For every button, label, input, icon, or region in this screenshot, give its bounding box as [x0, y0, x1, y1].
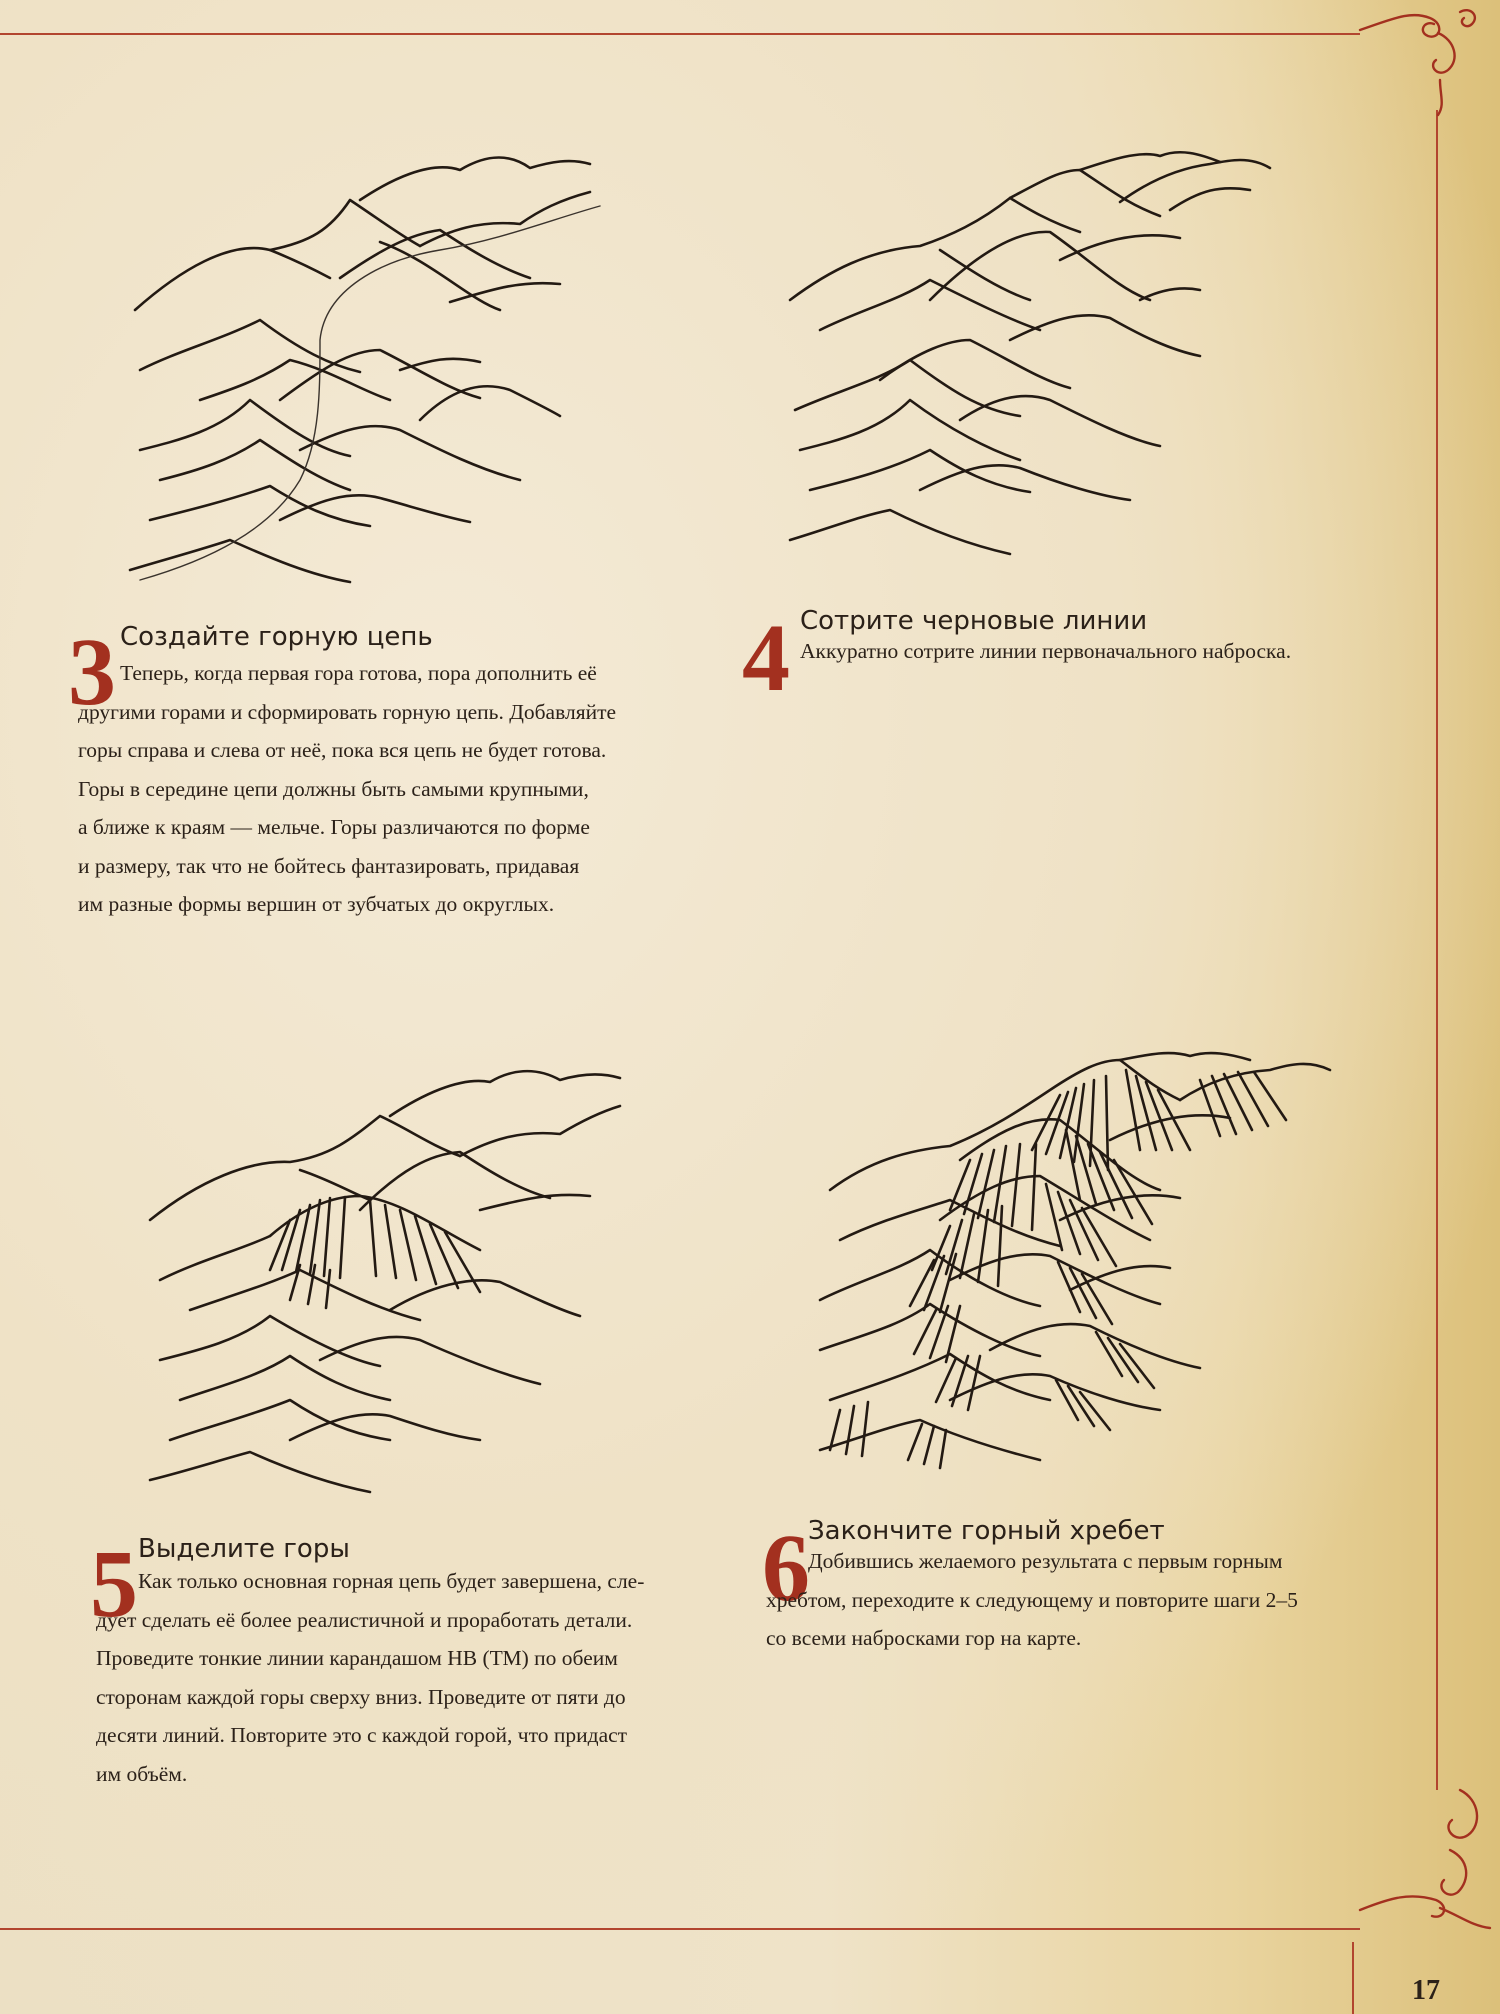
step-body-line: хребтом, переходите к следующему и повторите шаги 2–5 — [766, 1587, 1298, 1612]
mountain-sketch-step-6 — [810, 1050, 1400, 1490]
step-body-line: десяти линий. Повторите это с каждой горой, что придаст — [96, 1723, 628, 1747]
frame-right-line — [1436, 110, 1438, 1790]
step-body-line: Проведите тонкие линии карандашом НВ (ТМ) по обеим — [96, 1646, 618, 1670]
step-body — [96, 1562, 644, 1793]
step-body-line: сторонам каждой горы сверху вниз. Проведите от пяти до — [96, 1684, 626, 1709]
mountain-sketch-step-5 — [140, 1060, 720, 1500]
step-body-line: Теперь, когда первая гора готова, пора дополнить её — [120, 661, 597, 685]
frame-bottom-line — [0, 1928, 1360, 1930]
page-number-divider — [1352, 1942, 1354, 2014]
step-body-line: Аккуратно сотрите линии первоначального наброска. — [800, 639, 1292, 663]
page-number: 17 — [1412, 1975, 1440, 2006]
step-body-line: Как только основная горная цепь будет завершена, сле- — [138, 1569, 645, 1593]
step-body — [766, 1542, 1298, 1658]
step-number: 4 — [742, 604, 790, 711]
step-body — [78, 654, 616, 924]
step-title: Закончите горный хребет — [808, 1516, 1165, 1546]
step-title: Выделите горы — [138, 1534, 350, 1564]
frame-top-line — [0, 33, 1360, 35]
step-body — [800, 632, 1291, 671]
step-body-line: Добившись желаемого результата с первым горным — [808, 1549, 1283, 1573]
step-body-line: им объём. — [96, 1761, 188, 1786]
step-body-line: а ближе к краям — мельче. Горы различаются по форме — [78, 815, 590, 839]
step-title: Сотрите черновые линии — [800, 606, 1148, 636]
step-body-line: со всеми набросками гор на карте. — [766, 1626, 1082, 1650]
step-number: 5 — [90, 1530, 138, 1637]
corner-ornament-top-right — [1320, 0, 1500, 120]
step-body-line: им разные формы вершин от зубчатых до округлых. — [78, 892, 555, 916]
step-body-line: горы справа и слева от неё, пока вся цепь не будет готова. — [78, 738, 607, 762]
step-body-line: Горы в середине цепи должны быть самыми крупными, — [78, 776, 589, 801]
corner-ornament-bottom-right — [1340, 1780, 1500, 1930]
step-number: 3 — [68, 618, 116, 725]
step-title: Создайте горную цепь — [120, 622, 433, 652]
step-body-line: дует сделать её более реалистичной и проработать детали. — [96, 1607, 633, 1632]
step-number: 6 — [762, 1514, 810, 1621]
step-body-line: другими горами и сформировать горную цепь. Добавляйте — [78, 699, 617, 724]
mountain-sketch-step-4 — [780, 150, 1360, 570]
step-body-line: и размеру, так что не бойтесь фантазировать, придавая — [78, 853, 580, 878]
mountain-sketch-step-3 — [120, 150, 700, 590]
